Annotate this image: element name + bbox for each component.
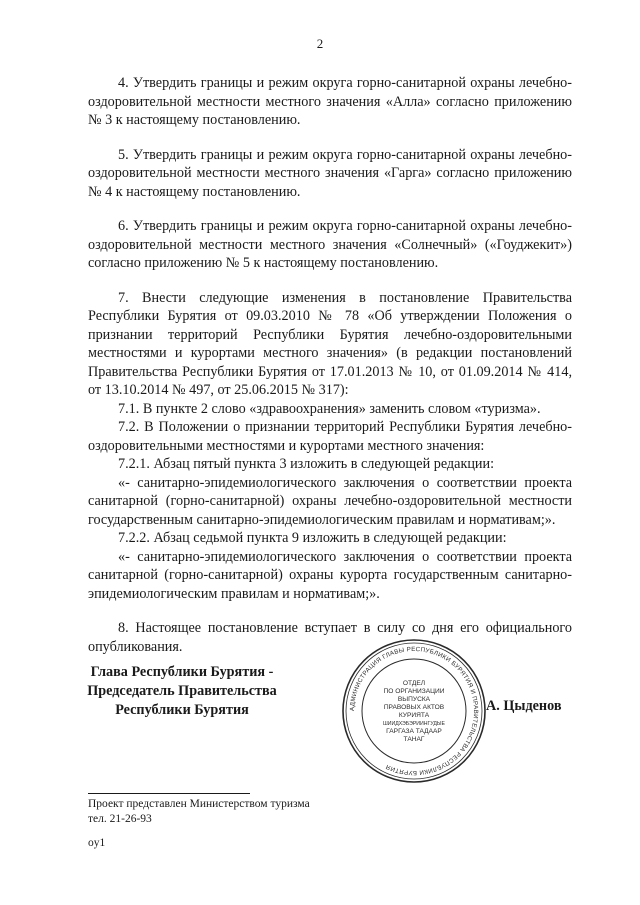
paragraph-item-7-2: 7.2. В Положении о признании территорий Республики Бурятия лечебно-оздоровительными местностями и курортами местного значения: [88, 419, 572, 454]
official-seal [340, 637, 488, 785]
seal-center-line: КУРИЯТА [398, 712, 430, 719]
paragraph-quote-1: «- санитарно-эпидемиологического заключения о соответствии проекта санитарной (горно-санитарной) охраны лечебно-оздоровительной местности государственным санитарно-эпидемиологическим правилам и нормативам;». [88, 474, 572, 528]
signature-title-line-2: Председатель Правительства [87, 683, 277, 699]
paragraph-item-7-1: 7.1. В пункте 2 слово «здравоохранения» заменить словом «туризма». [118, 400, 541, 417]
seal-ring-text: АДМИНИСТРАЦИЯ ГЛАВЫ РЕСПУБЛИКИ БУРЯТИЯ И ПРАВИТЕЛЬСТВА РЕСПУБЛИКИ БУРЯТИЯ [348, 645, 480, 777]
signature-title [72, 663, 292, 720]
paragraph-item-5: 5. Утвердить границы и режим округа горно-санитарной охраны лечебно-оздоровительной местности местного значения «Гарга» согласно приложению № 4 к настоящему постановлению. [88, 146, 572, 200]
footnote-line-2: тел. 21-26-93 [88, 813, 152, 825]
paragraph-item-7: 7. Внести следующие изменения в постановление Правительства Республики Бурятия от 09.03.2010 № 78 «Об утверждении Положения о признании территорий Республики Бурятия лечебно-оздоровительными местностями и курортами местного значения» (в редакции постановлений Правительства Республики Бурятия от 17.01.2013 № 10, от 01.09.2014 № 414, от 13.10.2014 № 497, от 25.06.2015 № 317): [88, 289, 572, 398]
seal-center-line: ГАРГАЗА ТАДААР [386, 728, 442, 735]
paragraph-item-7-2-2: 7.2.2. Абзац седьмой пункта 9 изложить в следующей редакции: [118, 530, 507, 546]
footnote [88, 797, 310, 827]
paragraph-quote-2: «- санитарно-эпидемиологического заключения о соответствии проекта санитарной (горно-санитарной) охраны курорта государственным санитарно-эпидемиологическим правилам и нормативам;». [88, 548, 572, 602]
signature-title-line-1: Глава Республики Бурятия - [90, 664, 274, 680]
page-number: 2 [316, 36, 324, 51]
seal-center-line: ВЫПУСКА [397, 696, 431, 703]
signature-title-line-3: Республики Бурятия [115, 702, 249, 718]
seal-center-line: ПО ОРГАНИЗАЦИИ [383, 688, 445, 695]
paragraph-item-6: 6. Утвердить границы и режим округа горно-санитарной охраны лечебно-оздоровительной местности местного значения «Солнечный» («Гоуджекит») согласно приложению № 5 к настоящему постановлению. [88, 218, 572, 271]
seal-center-line: ТАНАГ [403, 736, 425, 743]
seal-graphic [340, 637, 488, 785]
seal-center-line: ОТДЕЛ [402, 680, 426, 687]
footnote-line-1: Проект представлен Министерством туризма [88, 798, 310, 810]
paragraph-item-7-2-1: 7.2.1. Абзац пятый пункта 3 изложить в следующей редакции: [118, 456, 495, 472]
document-code: oy1 [88, 837, 106, 849]
paragraph-item-4: 4. Утвердить границы и режим округа горно-санитарной охраны лечебно-оздоровительной местности местного значения «Алла» согласно приложению № 3 к настоящему постановлению. [88, 75, 572, 128]
svg-text:АДМИНИСТРАЦИЯ ГЛАВЫ РЕСПУБЛИКИ [349, 646, 479, 776]
seal-center-line: ШИИДХЭБЭРИИНГУДЫЕ [383, 721, 445, 727]
footnote-divider [88, 793, 250, 794]
seal-center-line: ПРАВОВЫХ АКТОВ [383, 704, 445, 711]
signer-name: А. Цыденов [486, 698, 562, 714]
paragraph-item-8: 8. Настоящее постановление вступает в силу со дня его официального опубликования. [88, 620, 572, 655]
document-body [88, 74, 572, 672]
